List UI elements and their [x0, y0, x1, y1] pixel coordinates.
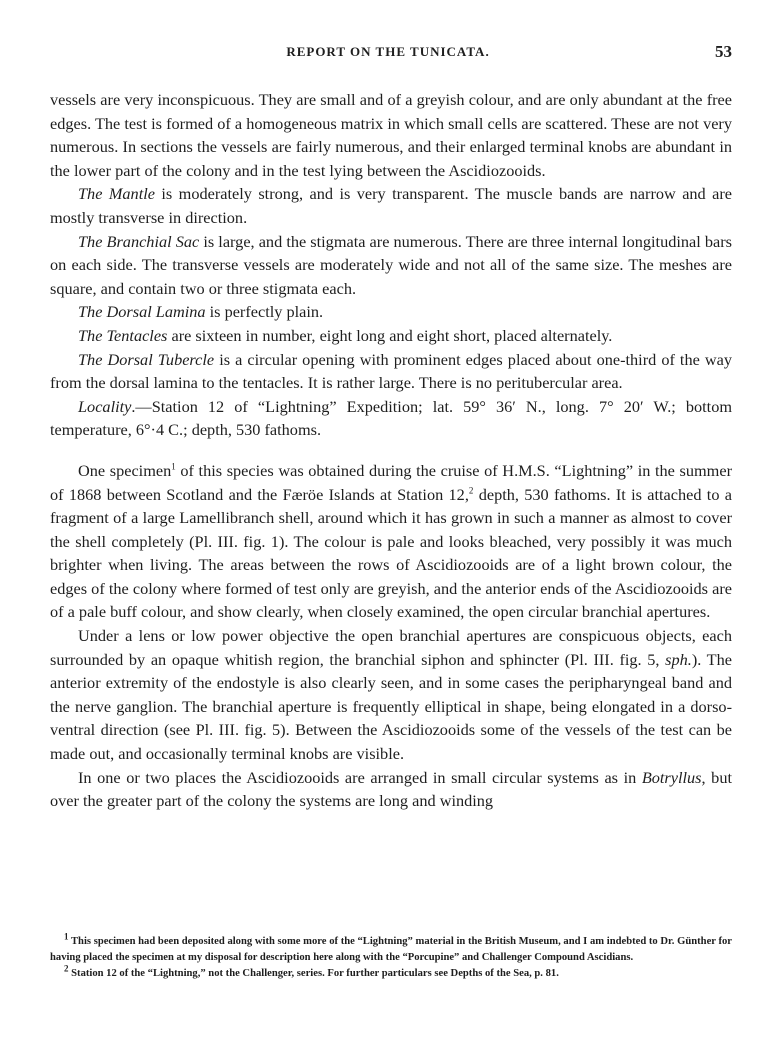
- paragraph-branchial-apertures: [50, 624, 732, 766]
- paragraph-dorsal-lamina: [50, 300, 732, 324]
- paragraph-dorsal-tubercle: [50, 348, 732, 395]
- paragraph-text: are sixteen in number, eight long and eight short, placed alternately.: [167, 325, 613, 345]
- paragraph-branchial-sac: [50, 230, 732, 301]
- body-text: [50, 88, 732, 813]
- paragraph-text: of this species was obtained during the cruise of H.M.S. “Lightning” in the summer of 1868 between Scotland and the Færöe Islands at Station 12,: [50, 460, 732, 504]
- paragraph-text: is large, and the stigmata are numerous. There are three internal longitudinal bars on each side. The transverse vessels are moderately wide and not all of the same size. The meshes are square, and contain two or three stigmata each.: [50, 231, 732, 298]
- paragraph-text: .—Station 12 of “Lightning” Expedition; lat. 59° 36′ N., long. 7° 20′ W.; bottom temperature, 6°·4 C.; depth, 530 fathoms.: [50, 396, 732, 440]
- footnote-text: This specimen had been deposited along with some more of the “Lightning” material in the British Museum, and I am indebted to Dr. Günther for having placed the specimen at my disposal for description here along with the “Porcupine” and Challenger Compound Ascidians.: [50, 936, 732, 963]
- section-label-locality: Locality: [78, 396, 132, 416]
- paragraph-tentacles: [50, 324, 732, 348]
- paragraph-systems: [50, 766, 732, 813]
- paragraph-text: is moderately strong, and is very transparent. The muscle bands are narrow and are mostly transverse in direction.: [50, 184, 733, 227]
- footnote-ref-2[interactable]: 2: [468, 485, 474, 496]
- paragraph-text: is a circular opening with prominent edges placed about one-third of the way from the dorsal lamina to the tentacles. It is rather large. There is no peritubercular area.: [50, 349, 733, 393]
- paragraph-text: is perfectly plain.: [205, 302, 324, 322]
- paragraph-text: In one or two places the Ascidiozooids are arranged in small circular systems as in: [78, 767, 642, 787]
- paragraph-test-vessels: [50, 88, 732, 182]
- page-header: [0, 44, 776, 68]
- paragraph-specimen: [50, 459, 732, 624]
- paragraph-gap: [50, 442, 732, 459]
- section-label-dorsal-lamina: The Dorsal Lamina: [78, 302, 206, 322]
- running-title: REPORT ON THE TUNICATA.: [286, 44, 490, 59]
- paragraph-text: depth, 530 fathoms. It is attached to a fragment of a large Lamellibranch shell, around which it has grown in such a manner as almost to cover the shell completely (Pl. III. fig. 1). The colour is pale and looks bleached, very possibly it was much brighter when living. The areas between the rows of Ascidiozooids are of a light brown colour, the edges of the colony where formed of test only are greyish, and the anterior ends of the Ascidiozooids are of a pale buff colour, and show clearly, when closely examined, the open circular branchial apertures.: [50, 484, 732, 622]
- paragraph-mantle: [50, 182, 732, 229]
- section-label-mantle: The Mantle: [78, 184, 155, 204]
- footnote-ref-1[interactable]: 1: [171, 461, 176, 472]
- section-label-branchial-sac: The Branchial Sac: [78, 231, 200, 251]
- footnote-2: [50, 963, 732, 982]
- abbrev-sph: sph.: [665, 649, 692, 669]
- paragraph-locality: [50, 395, 732, 442]
- section-label-tentacles: The Tentacles: [78, 325, 168, 345]
- genus-botryllus: Botryllus: [641, 767, 702, 787]
- paragraph-text: vessels are very inconspicuous. They are small and of a greyish colour, and are only abundant at the free edges. The test is formed of a homogeneous matrix in which small cells are scattered. These are not very numerous. In sections the vessels are fairly numerous, and their enlarged terminal knobs are abundant in the lower part of the colony and in the test lying between the Ascidiozooids.: [50, 90, 732, 180]
- footnotes: [50, 931, 732, 982]
- footnote-1: [50, 931, 732, 966]
- paragraph-text: ). The anterior extremity of the endostyle is also clearly seen, and in some cases the peripharyngeal band and the nerve ganglion. The branchial aperture is frequently elliptical in shape, being elongated in a dorso-ventral direction (see Pl. III. fig. 5). Between the Ascidiozooids some of the vessels of the test can be made out, and occasionally terminal knobs are visible.: [50, 649, 732, 764]
- paragraph-text: , but over the greater part of the colony the systems are long and winding: [50, 767, 732, 811]
- paragraph-text: One specimen: [78, 460, 172, 480]
- paragraph-text: Under a lens or low power objective the open branchial apertures are conspicuous objects, each surrounded by an opaque whitish region, the branchial siphon and sphincter (Pl. III. fig. 5,: [50, 626, 732, 669]
- footnote-text: Station 12 of the “Lightning,” not the Challenger, series. For further particulars see Depths of the Sea, p. 81.: [68, 968, 559, 979]
- page-number: 53: [715, 42, 732, 61]
- footnote-marker-1: 1: [64, 931, 69, 942]
- section-label-dorsal-tubercle: The Dorsal Tubercle: [78, 349, 215, 369]
- footnote-marker-2: 2: [64, 963, 69, 974]
